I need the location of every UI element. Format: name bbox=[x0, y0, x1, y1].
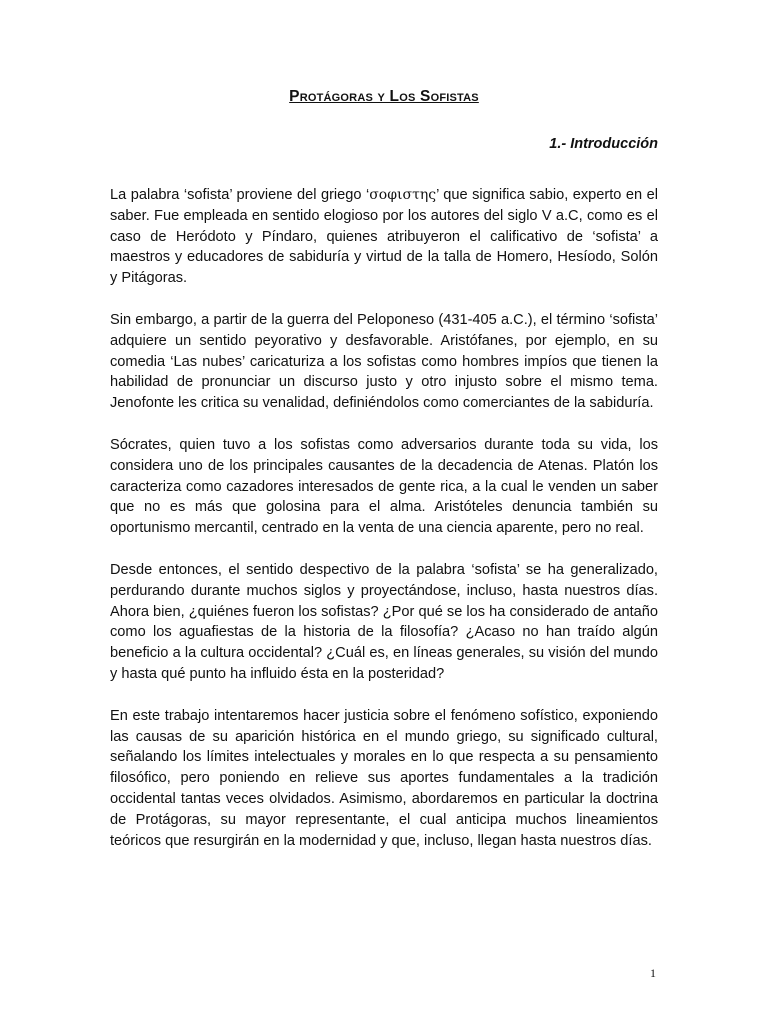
greek-word: σοφιστης bbox=[369, 187, 437, 203]
paragraph-5: En este trabajo intentaremos hacer justicia sobre el fenómeno sofístico, exponiendo las causas de su aparición histórica en el mundo griego, su significado cultural, señalando los límites intelectuales y morales en lo que respecta a su pensamiento filosófico, pero poniendo en relieve sus aportes fundamentales a la tradición occidental tantas veces olvidados. Asimismo, abordaremos en particular la doctrina de Protágoras, su mayor representante, el cual anticipa muchos lineamientos teóricos que resurgirán en la modernidad y que, incluso, llegan hasta nuestros días. bbox=[110, 707, 658, 849]
paragraph-2: Sin embargo, a partir de la guerra del Peloponeso (431-405 a.C.), el término ‘sofista’ adquiere un sentido peyorativo y desfavorable. Aristófanes, por ejemplo, en su comedia ‘Las nubes’ caricaturiza a los sofistas como hombres impíos que tienen la habilidad de pronunciar un discurso justo y otro injusto sobre el mismo tema. Jenofonte les critica su venalidad, definiéndolos como comerciantes de la sabiduría. bbox=[110, 311, 658, 412]
section-heading: 1.- Introducción bbox=[549, 136, 658, 152]
page-number: 1 bbox=[650, 966, 656, 980]
document-title: Protágoras y Los Sofistas bbox=[289, 88, 479, 105]
paragraph-1-start: La palabra ‘sofista’ proviene del griego ‘ bbox=[110, 187, 370, 203]
paragraph-4: Desde entonces, el sentido despectivo de la palabra ‘sofista’ se ha generalizado, perdurando durante muchos siglos y proyectándose, incluso, hasta nuestros días. Ahora bien, ¿quiénes fueron los sofistas? ¿Por qué se los ha considerado de antaño como los aguafiestas de la historia de la filosofía? ¿Acaso no han traído algún beneficio a la cultura occidental? ¿Cuál es, en líneas generales, su visión del mundo y hasta qué punto ha influido ésta en la posteridad? bbox=[110, 561, 658, 682]
paragraph-1-end: ’ que significa sabio, experto en el saber. Fue empleada en sentido elogioso por los autores del siglo V a.C, como es el caso de Heródoto y Píndaro, quienes atribuyeron el calificativo de ‘sofista’ a maestros y educadores de sabiduría y virtud de la talla de Homero, Hesíodo, Solón y Pitágoras. bbox=[110, 187, 658, 287]
paragraph-3: Sócrates, quien tuvo a los sofistas como adversarios durante toda su vida, los considera uno de los principales causantes de la decadencia de Atenas. Platón los caracteriza como cazadores interesados de gente rica, a la cual le venden un saber que no es más que golosina para el alma. Aristóteles denuncia también su oportunismo mercantil, centrado en la venta de una ciencia aparente, pero no real. bbox=[110, 436, 658, 537]
paragraph-1 bbox=[110, 185, 658, 289]
